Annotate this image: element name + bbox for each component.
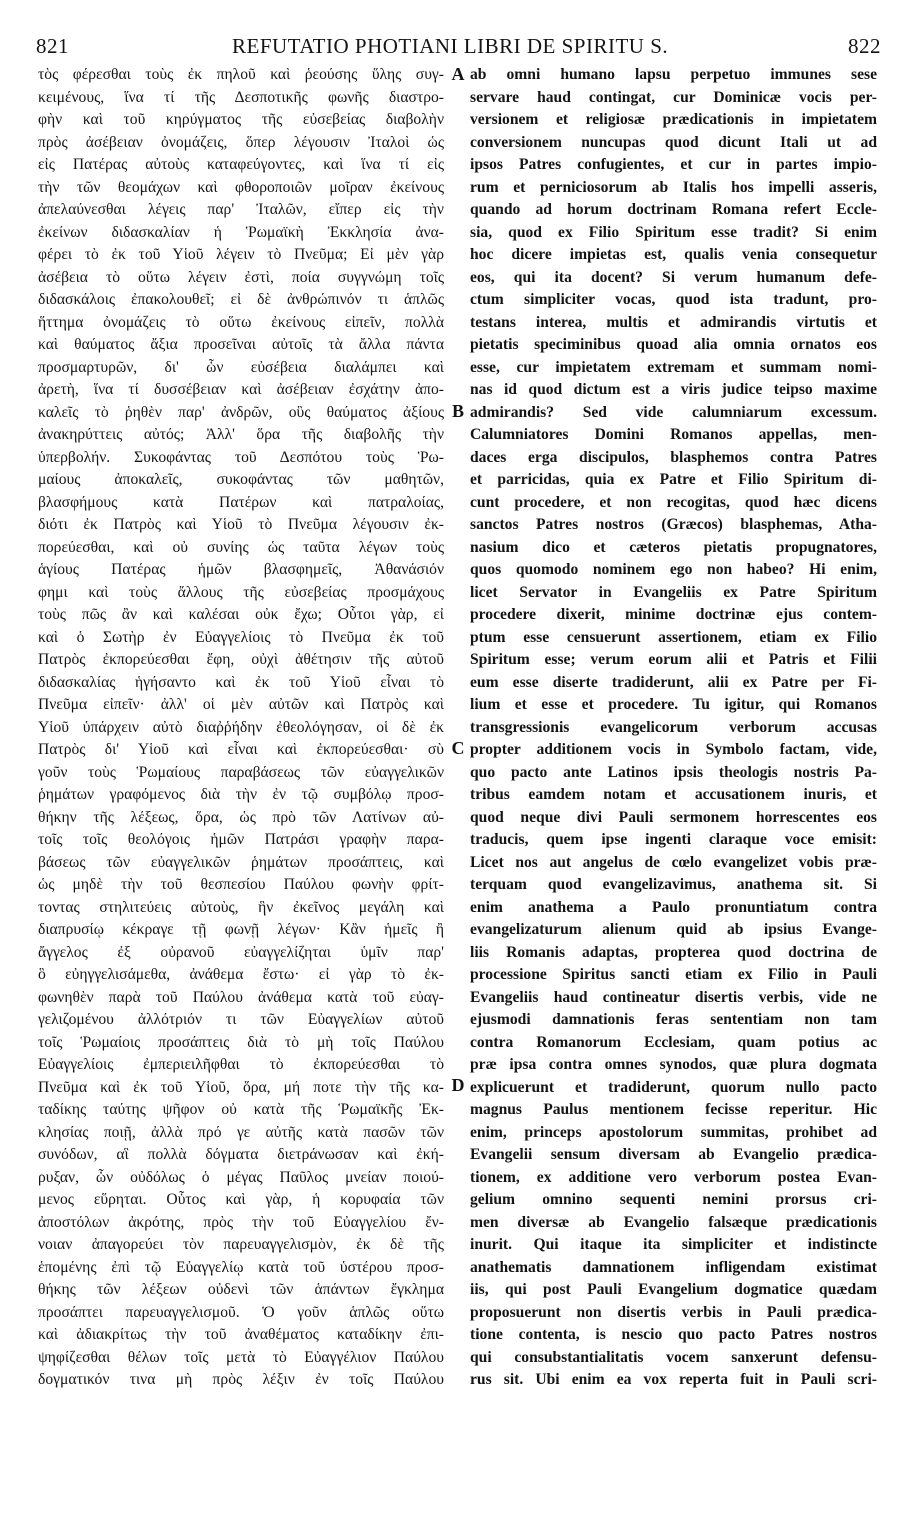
- margin-marker-d: D: [451, 1075, 465, 1095]
- greek-text-line: πορεύεσθαι, καὶ οὐ συνίης ὡς ταῦτα λέγων τοὺς: [38, 538, 444, 556]
- latin-text-line: Licet nos aut angelus de cœlo evangelizet vobis præ-: [470, 853, 877, 871]
- greek-text-line: εἰς Πατέρας αὐτοὺς καταφεύγοντες, καὶ ἵνα τί εἰς: [38, 156, 444, 173]
- greek-text-line: ἀπελαύνεσθαι λέγεις παρ' Ἰταλῶν, εἴπερ εἰς τὴν: [38, 201, 444, 218]
- latin-text-line: ipsos Patres confugientes, et cur in partes impio-: [470, 156, 877, 173]
- latin-text-line: rum et perniciosorum ab Italis hos impelli asseris,: [470, 178, 877, 196]
- greek-text-line: προσμαρτυρῶν, δι' ὧν εὐσέβεια διαλάμπει καὶ: [38, 358, 444, 376]
- greek-text-line: Πατρὸς ἐκπορεύεσθαι ἔφη, οὐχὶ ἀθέτησιν τῆς αὐτοῦ: [38, 651, 444, 668]
- greek-text-line: ἁγίους Πατέρας ἡμῶν βλασφημεῖς, Ἀθανάσιόν: [38, 561, 444, 578]
- greek-text-line: Εὐαγγελίοις ἐμπεριειλῆφθαι τὸ ἐκπορεύεσθαι τὸ: [38, 1056, 444, 1073]
- greek-text-line: ἀνακηρύττεις αὐτός; Ἀλλ' ὅρα τῆς διαβολῆς τὴν: [38, 426, 444, 443]
- greek-text-line: Πνεῦμα καὶ ἐκ τοῦ Υἱοῦ, ὅρα, μή ποτε τὴν τῆς κα-: [38, 1078, 444, 1096]
- greek-text-line: φωνηθὲν παρὰ τοῦ Παύλου ἀνάθεμα κατὰ τοῦ εὐαγ-: [38, 988, 444, 1006]
- latin-text-line: testans interea, multis et admirandis virtutis et: [470, 313, 877, 331]
- greek-text-line: τοὺς πῶς ἂν καὶ καλέσαι οὐκ ἔχω; Οὗτοι γὰρ, εἰ: [38, 606, 444, 623]
- latin-text-line: enim, princeps apostolorum summitas, prohibet ad: [470, 1123, 877, 1141]
- latin-text-line: proposuerunt non disertis verbis in Pauli prædica-: [470, 1303, 877, 1321]
- greek-text-line: καὶ ἀδιακρίτως τὴν τοῦ ἀναθέματος καταδίκην ἐπι-: [38, 1326, 444, 1343]
- latin-text-line: daces erga discipulos, blasphemos contra Patres: [470, 448, 877, 466]
- greek-text-line: προσάπτει παρευαγγελισμοῦ. Ὁ γοῦν ἁπλῶς οὕτω: [38, 1303, 444, 1321]
- latin-text-line: cunt procedere, et non recogitas, quod hæc dicens: [470, 493, 877, 511]
- latin-text-line: traducis, quem ipse ingenti claraque voce emisit:: [470, 831, 877, 848]
- latin-text-line: ab omni humano lapsu perpetuo immunes sese: [470, 66, 877, 83]
- greek-text-line: κειμένους, ἵνα τί τῆς Δεσποτικῆς φωνῆς διαστρο-: [38, 88, 444, 106]
- latin-text-line: eum esse diserte tradiderunt, alii ex Patre per Fi-: [470, 673, 877, 691]
- greek-text-line: πρὸς ἀσέβειαν ὀνομάζεις, ὅπερ λέγουσιν Ἰταλοὶ ὡς: [38, 133, 444, 151]
- latin-text-line: Evangelii sensum diversam ab Evangelio prædica-: [470, 1146, 877, 1163]
- latin-text-line: inurit. Qui itaque ita simpliciter et indistincte: [470, 1236, 877, 1253]
- page-header: [0, 34, 917, 60]
- greek-text-line: φημι καὶ τοὺς ἄλλους τῆς εὐσεβείας προσμάχους: [38, 583, 444, 601]
- greek-text-line: ἥττημα ὀνομάζεις τὸ οὕτω ἐκείνους εἰπεῖν, πολλὰ: [38, 313, 444, 331]
- latin-text-line: liis Romanis adaptas, propterea quod doctrina de: [470, 943, 877, 961]
- latin-text-line: nasium dico et cæteros pietatis propugnatores,: [470, 538, 877, 556]
- page-number-right: 822: [848, 34, 881, 58]
- latin-text-line: processione Spiritus sancti etiam ex Filio in Pauli: [470, 966, 877, 983]
- greek-text-line: Πνεῦμα εἰπεῖν· ἀλλ' οἱ μὲν αὐτῶν καὶ Πατρὸς καὶ: [38, 696, 444, 713]
- running-title: REFUTATIO PHOTIANI LIBRI DE SPIRITU S.: [232, 34, 669, 58]
- greek-text-line: βάσεως τῶν εὐαγγελικῶν ῥημάτων προσάπτεις, καὶ: [38, 853, 444, 871]
- margin-marker-c: C: [451, 738, 465, 758]
- greek-text-line: τοῖς τοῖς θεολόγοις ἡμῶν Πατράσι γραφὴν παρα-: [38, 831, 444, 848]
- greek-text-line: ὑπερβολήν. Συκοφάντας τοῦ Δεσπότου τοὺς Ῥω-: [38, 448, 444, 466]
- latin-text-line: iis, qui post Pauli Evangelium dogmatice quædam: [470, 1281, 877, 1298]
- latin-text-line: pietatis speciminibus quoad alia omnia ornatos eos: [470, 336, 877, 353]
- greek-text-line: φὴν καὶ τοῦ κηρύγματος τῆς εὐσεβείας διαβολὴν: [38, 111, 444, 128]
- greek-text-line: μενος εὕρηται. Οὗτος καὶ γὰρ, ἡ κορυφαία τῶν: [38, 1191, 444, 1208]
- latin-text-line: ejusmodi damnationis feras sententiam non tam: [470, 1011, 877, 1028]
- latin-text-line: evangelizaturum alienum quid ab ipsius Evange-: [470, 921, 877, 938]
- greek-text-line: ἐκείνων διδασκαλίαν ἡ Ῥωμαϊκὴ Ἐκκλησία ἀνα-: [38, 223, 444, 241]
- latin-text-line: ctum simpliciter vocas, quod ista tradunt, pro-: [470, 291, 877, 308]
- latin-text-line: men diversæ ab Evangelio falsæque prædicationis: [470, 1213, 877, 1231]
- greek-text-line: Πατρὸς δι' Υἱοῦ καὶ εἶναι καὶ ἐκπορεύεσθαι· σὺ: [38, 741, 444, 758]
- greek-text-line: νοιαν ἀπαγορεύει τὸν παρευαγγελισμὸν, ἐκ δὲ τῆς: [38, 1236, 444, 1253]
- latin-text-line: hoc dicere impietas est, qualis venia consequetur: [470, 246, 877, 263]
- page-number-left: 821: [36, 34, 69, 58]
- greek-text-line: θήκης τῶν λέξεων οὐδενὶ τῶν ἁπάντων ἔγκλημα: [38, 1281, 444, 1298]
- greek-text-line: τοντας στηλιτεύεις αὐτοὺς, ἣν ἐκεῖνος μεγάλη καὶ: [38, 898, 444, 916]
- greek-text-line: διδασκάλοις ἐπακολουθεῖ; εἰ δὲ ἀνθρώπινόν τι ἁπλῶς: [38, 291, 444, 308]
- greek-text-line: ὡς μηδὲ τὴν τοῦ θεσπεσίου Παύλου φωνὴν φρίτ-: [38, 876, 444, 893]
- greek-text-line: θήκην τῆς λέξεως, ὅρα, ὡς πρὸ τῶν Λατίνων αὐ-: [38, 808, 444, 826]
- margin-marker-a: A: [451, 64, 465, 84]
- latin-text-line: esse, cur impietatem extremam et summam nomi-: [470, 358, 877, 376]
- latin-text-line: quando ad horum doctrinam Romana refert Eccle-: [470, 201, 877, 218]
- latin-text-line: enim anathema a Paulo pronuntiatum contra: [470, 898, 877, 916]
- greek-text-line: συνόδων, αἳ πολλὰ δόγματα διετράνωσαν καὶ ἐκή-: [38, 1146, 444, 1163]
- latin-text-line: tionem, ex additione vero verborum postea Evan-: [470, 1168, 877, 1186]
- greek-text-line: κλησίας ποιῇ, ἀλλὰ πρό γε αὐτῆς κατὰ πασῶν τῶν: [38, 1123, 444, 1141]
- latin-text-line: et parricidas, quia ex Patre et Filio Spiritum di-: [470, 471, 877, 488]
- latin-text-line: licet Servator in Evangeliis ex Patre Spiritum: [470, 583, 877, 601]
- latin-text-line: terquam quod evangelizavimus, anathema sit. Si: [470, 876, 877, 893]
- greek-text-line: δογματικόν τινα μὴ πρὸς λέξιν ἐν τοῖς Παύλου: [38, 1371, 444, 1388]
- latin-text-line: rus sit. Ubi enim ea vox reperta fuit in Pauli scri-: [470, 1371, 877, 1388]
- greek-text-column: [38, 64, 444, 1392]
- greek-text-line: καὶ θαύματος ἄξια προσεῖναι αὐτοῖς τὰ ἄλλα πάντα: [38, 336, 444, 353]
- greek-text-line: ἀσέβεια τὸ οὕτω λέγειν ἐστὶ, ποία συγγνώμη τοῖς: [38, 268, 444, 286]
- latin-text-line: magnus Paulus mentionem fecisse reperitur. Hic: [470, 1101, 877, 1118]
- greek-text-line: Υἱοῦ ὑπάρχειν αὐτὸ διαῤῥήδην ἐθεολόγησαν, οἱ δὲ ἐκ: [38, 718, 444, 736]
- latin-text-line: præ ipsa contra omnes synodos, quæ plura dogmata: [470, 1056, 877, 1073]
- greek-text-line: φέρει τὸ ἐκ τοῦ Υἱοῦ λέγειν τὸ Πνεῦμα; Εἰ μὲν γὰρ: [38, 246, 444, 263]
- greek-text-line: διδασκαλίας ἡγήσαντο καὶ ἐκ τοῦ Υἱοῦ εἶναι τὸ: [38, 673, 444, 691]
- latin-text-line: eos, qui ita docent? Si verum humanum defe-: [470, 268, 877, 286]
- greek-text-line: καὶ ὁ Σωτὴρ ἐν Εὐαγγελίοις τὸ Πνεῦμα ἐκ τοῦ: [38, 628, 444, 646]
- greek-text-line: ἀρετὴ, ἵνα τί δυσσέβειαν καὶ ἀσέβειαν ἐσχάτην ἀπο-: [38, 381, 444, 398]
- greek-text-line: διότι ἐκ Πατρὸς καὶ Υἱοῦ τὸ Πνεῦμα λέγουσιν ἐκ-: [38, 516, 444, 533]
- latin-text-line: quod neque divi Pauli sermonem horrescentes eos: [470, 808, 877, 826]
- greek-text-line: ἄγγελος ἐξ οὐρανοῦ εὐαγγελίζηται ὑμῖν παρ': [38, 943, 444, 961]
- margin-marker-b: B: [451, 401, 464, 421]
- greek-text-line: ὃ εὐηγγελισάμεθα, ἀνάθεμα ἔστω· εἰ γὰρ τὸ ἐκ-: [38, 966, 444, 983]
- latin-text-line: ptum esse censuerunt assertionem, etiam ex Filio: [470, 628, 877, 646]
- greek-text-line: γοῦν τοὺς Ῥωμαίους παραβάσεως τῶν εὐαγγελικῶν: [38, 763, 444, 781]
- latin-text-line: Spiritum esse; verum eorum alii et Patris et Filii: [470, 651, 877, 668]
- latin-text-line: sia, quod ex Filio Spiritum esse tradit? Si enim: [470, 223, 877, 241]
- latin-text-line: admirandis? Sed vide calumniarum excessum.: [470, 403, 877, 421]
- latin-text-line: versionem et religiosæ prædicationis in impietatem: [470, 111, 877, 128]
- greek-text-line: γελιζομένου ἀλλότριόν τι τῶν Εὐαγγελίων αὐτοῦ: [38, 1011, 444, 1028]
- latin-text-line: lium et esse et procedere. Tu igitur, qui Romanos: [470, 696, 877, 713]
- latin-text-line: explicuerunt et tradiderunt, quorum nullo pacto: [470, 1078, 877, 1096]
- greek-text-line: βλασφήμους κατὰ Πατέρων καὶ πατραλοίας,: [38, 493, 444, 511]
- latin-text-line: transgressionis evangelicorum verborum accusas: [470, 718, 877, 736]
- latin-text-column: [470, 64, 877, 1392]
- greek-text-line: μαίους ἀποκαλεῖς, συκοφάντας τῶν μαθητῶν,: [38, 471, 444, 488]
- greek-text-line: ψηφίζεσθαι θέλων τοῖς μετὰ τὸ Εὐαγγέλιον Παύλου: [38, 1348, 444, 1366]
- latin-text-line: Calumniatores Domini Romanos appellas, men-: [470, 426, 877, 443]
- greek-text-line: τοῖς Ῥωμαίοις προσάπτεις διὰ τὸ μὴ τοῖς Παύλου: [38, 1033, 444, 1051]
- greek-text-line: τὸς φέρεσθαι τοὺς ἐκ πηλοῦ καὶ ῥεούσης ὕλης συγ-: [38, 66, 444, 83]
- latin-text-line: propter additionem vocis in Symbolo factam, vide,: [470, 741, 877, 758]
- latin-text-line: conversionem nuncupas quod dicunt Itali ut ad: [470, 133, 877, 151]
- latin-text-line: tribus eamdem notam et accusationem inuris, et: [470, 786, 877, 803]
- latin-text-line: nas id quod dictum est a viris judice teipso maxime: [470, 381, 877, 398]
- latin-text-line: contra Romanorum Ecclesiam, quam potius ac: [470, 1033, 877, 1051]
- latin-text-line: quos quomodo nominem ego non habeo? Hi enim,: [470, 561, 877, 578]
- latin-text-line: qui consubstantialitatis vocem sanxerunt defensu-: [470, 1348, 877, 1366]
- greek-text-line: ἑπομένης ἐπὶ τῷ Εὐαγγελίῳ κατὰ τοῦ ὑστέρου προσ-: [38, 1258, 444, 1276]
- greek-text-line: διαπρυσίῳ κέκραγε τῇ φωνῇ λέγων· Κἂν ἡμεῖς ἢ: [38, 921, 444, 938]
- latin-text-line: Evangeliis haud contineatur disertis verbis, vide ne: [470, 988, 877, 1006]
- latin-text-line: procedere dixerit, minime doctrinæ ejus contem-: [470, 606, 877, 623]
- latin-text-line: quo pacto ante Latinos ipsis theologis nostris Pa-: [470, 763, 877, 781]
- latin-text-line: sanctos Patres nostros (Græcos) blasphemas, Atha-: [470, 516, 877, 533]
- greek-text-line: ῥημάτων γραφόμενος διὰ τὴν ἐν τῷ συμβόλῳ προσ-: [38, 786, 444, 803]
- greek-text-line: τὴν τῶν θεομάχων καὶ φθοροποιῶν μοῖραν ἐκείνους: [38, 178, 444, 196]
- greek-text-line: ταδίκης ταύτης ψῆφον οὐ κατὰ τῆς Ῥωμαϊκῆς Ἐκ-: [38, 1101, 444, 1118]
- greek-text-line: καλεῖς τὸ ῥηθὲν παρ' ἀνδρῶν, οὓς θαύματος ἀξίους: [38, 403, 444, 421]
- greek-text-line: ρυξαν, ὧν οὐδόλως ὁ μέγας Παῦλος μνείαν ποιού-: [38, 1168, 444, 1186]
- latin-text-line: tione contenta, is nescio quo pacto Patres nostros: [470, 1326, 877, 1343]
- greek-text-line: ἀποστόλων ἀκρότης, πρὸς τὴν τοῦ Εὐαγγελίου ἔν-: [38, 1213, 444, 1231]
- latin-text-line: servare haud contingat, cur Dominicæ vocis per-: [470, 88, 877, 106]
- latin-text-line: anathematis damnationem infligendam existimat: [470, 1258, 877, 1276]
- latin-text-line: gelium omnino sequenti nemini prorsus cri-: [470, 1191, 877, 1208]
